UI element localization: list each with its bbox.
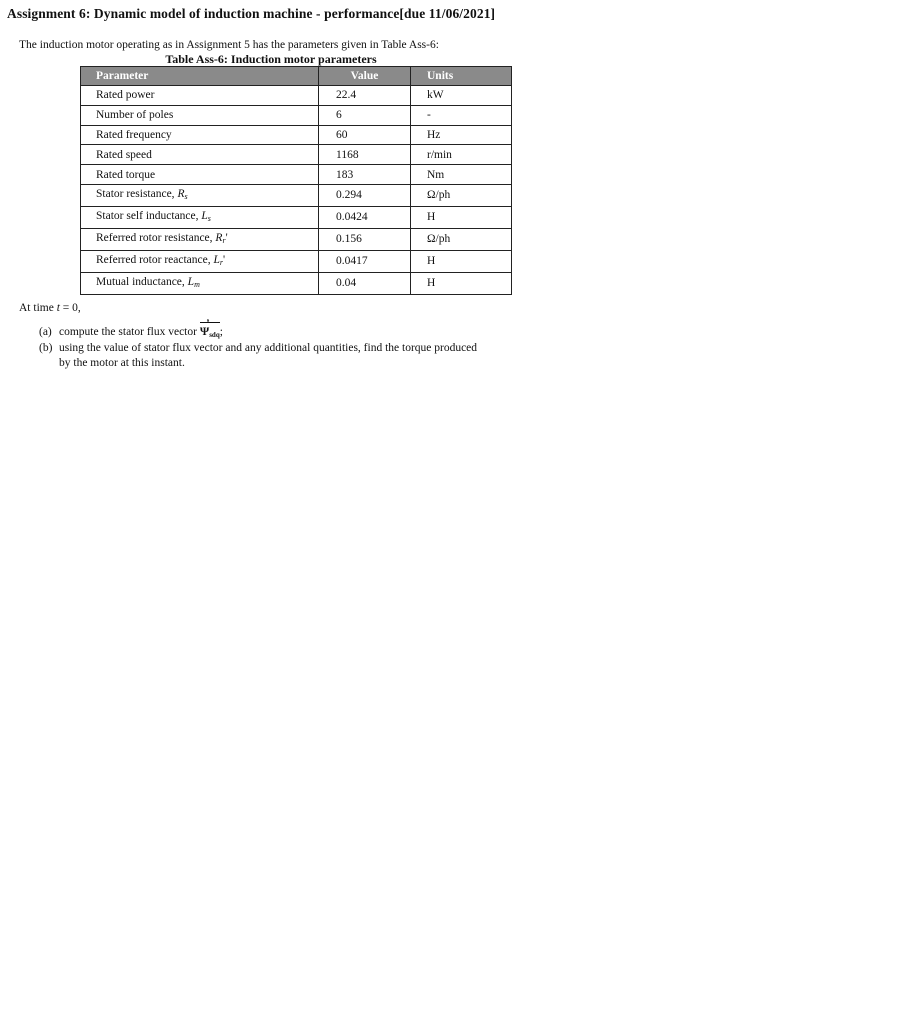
param-symbol-prime: ' <box>225 231 228 244</box>
header-value: Value <box>319 67 411 86</box>
param-name-cell <box>81 272 319 294</box>
param-name: Rated torque <box>81 165 319 185</box>
table-row <box>81 165 512 185</box>
param-symbol: L <box>201 209 208 222</box>
param-name-cell <box>81 206 319 228</box>
time-variable: t <box>56 302 60 314</box>
param-symbol: L <box>213 253 220 266</box>
param-unit: H <box>411 272 512 294</box>
param-value: 60 <box>319 125 411 145</box>
question-b-text-line1: using the value of stator flux vector and any additional quantities, find the torque produced <box>59 342 478 354</box>
param-symbol-subscript: r <box>219 257 224 267</box>
param-symbol: R <box>177 187 185 200</box>
question-a-end: ; <box>219 326 223 338</box>
stator-flux-vector-symbol <box>199 318 220 339</box>
param-value: 0.0424 <box>319 206 411 228</box>
param-symbol: L <box>187 275 195 288</box>
table-row <box>81 272 512 294</box>
psi-subscript: sdq <box>209 331 220 339</box>
param-name-cell <box>81 250 319 272</box>
param-name: Mutual inductance, <box>96 275 188 288</box>
param-unit: Ω/ph <box>411 228 512 250</box>
param-symbol-subscript: m <box>194 279 200 289</box>
param-symbol-subscript: r <box>222 235 226 245</box>
param-name: Stator self inductance, <box>96 209 202 222</box>
param-name: Stator resistance, <box>96 187 178 200</box>
param-unit: Nm <box>411 165 512 185</box>
param-unit: kW <box>411 86 512 106</box>
param-name: Number of poles <box>81 105 319 125</box>
question-a-text: compute the stator flux vector <box>59 326 200 338</box>
parameters-table <box>80 66 512 295</box>
vector-overbar <box>200 322 220 323</box>
param-unit: Ω/ph <box>411 184 512 206</box>
param-value: 0.156 <box>319 228 411 250</box>
table-row <box>81 206 512 228</box>
param-unit: H <box>411 250 512 272</box>
table-row <box>81 184 512 206</box>
param-name-cell <box>81 228 319 250</box>
param-value: 0.294 <box>319 184 411 206</box>
header-units: Units <box>411 67 512 86</box>
table-header-row <box>81 67 512 86</box>
param-name: Referred rotor resistance, <box>96 231 216 244</box>
param-unit: H <box>411 206 512 228</box>
param-name: Rated frequency <box>81 125 319 145</box>
at-time-statement <box>19 302 81 314</box>
param-unit: r/min <box>411 145 512 165</box>
param-unit: Hz <box>411 125 512 145</box>
param-value: 1168 <box>319 145 411 165</box>
param-symbol-prime: ' <box>223 253 226 266</box>
header-parameter: Parameter <box>81 67 319 86</box>
table-row <box>81 105 512 125</box>
table-row <box>81 228 512 250</box>
param-symbol-subscript: s <box>207 213 211 223</box>
param-value: 0.0417 <box>319 250 411 272</box>
param-value: 183 <box>319 165 411 185</box>
param-symbol-subscript: s <box>184 191 188 201</box>
param-name-cell <box>81 184 319 206</box>
table-row <box>81 145 512 165</box>
page-title: Assignment 6: Dynamic model of induction machine - performance[due 11/06/2021] <box>7 6 496 21</box>
param-value: 6 <box>319 105 411 125</box>
question-b-continuation: by the motor at this instant. <box>59 357 185 369</box>
param-name: Rated speed <box>81 145 319 165</box>
psi-letter: Ψ <box>199 324 210 338</box>
param-name: Referred rotor reactance, <box>96 253 214 266</box>
table-row <box>81 250 512 272</box>
question-a-marker: (a) <box>39 326 52 338</box>
question-a <box>39 318 223 339</box>
psi-superscript: s <box>206 318 210 324</box>
at-time-prefix: At time <box>19 302 57 314</box>
question-b <box>39 342 477 354</box>
intro-paragraph: The induction motor operating as in Assignment 5 has the parameters given in Table Ass-6: <box>19 39 439 51</box>
table-row <box>81 86 512 106</box>
param-name: Rated power <box>81 86 319 106</box>
param-value: 22.4 <box>319 86 411 106</box>
question-b-marker: (b) <box>39 342 53 354</box>
at-time-suffix: = 0, <box>59 302 81 314</box>
table-caption: Table Ass-6: Induction motor parameters <box>165 52 377 66</box>
table-row <box>81 125 512 145</box>
param-symbol: R <box>215 231 223 244</box>
param-value: 0.04 <box>319 272 411 294</box>
param-unit: - <box>411 105 512 125</box>
